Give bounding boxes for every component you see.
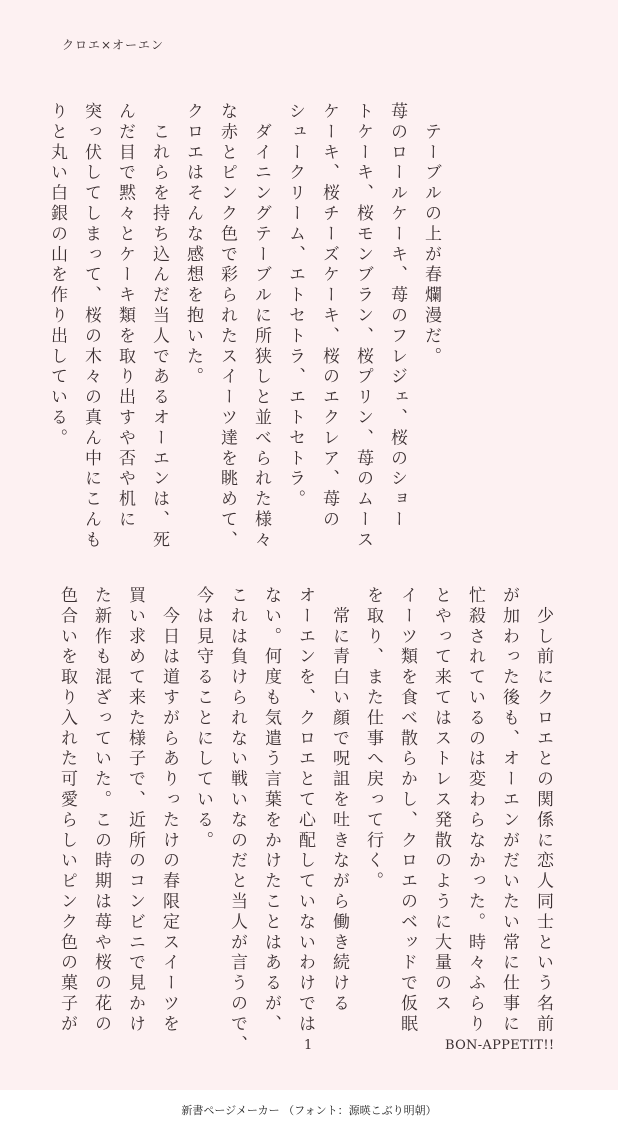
text-line: イーツ類を食べ散らかし、クロエのベッドで仮眠 bbox=[397, 586, 417, 1035]
text-line: これは負けられない戦いなのだと当人が言うので、 bbox=[227, 586, 247, 1056]
text-line: シュークリーム、エトセトラ、エトセトラ。 bbox=[285, 102, 305, 510]
text-line: ない。何度も気遣う言葉をかけたことはあるが、 bbox=[261, 586, 281, 1035]
text-line: 常に青白い顔で呪詛を吐きながら働き続ける bbox=[329, 586, 349, 1015]
page-number: 1 bbox=[304, 1038, 313, 1053]
text-line: とやって来てはストレス発散のように大量のス bbox=[431, 586, 451, 1015]
text-line: 突っ伏してしまって、桜の木々の真ん中にこんも bbox=[81, 102, 101, 551]
text-line: んだ目で黙々とケーキ類を取り出すや否や机に bbox=[115, 102, 135, 531]
text-line: た新作も混ざっていた。この時期は苺や桜の花の bbox=[91, 586, 111, 1035]
text-line: 少し前にクロエとの関係に恋人同士という名前 bbox=[533, 586, 553, 1035]
text-line: クロエはそんな感想を抱いた。 bbox=[183, 102, 203, 388]
text-line: な赤とピンク色で彩られたスイーツ達を眺めて、 bbox=[217, 102, 237, 551]
text-line: オーエンを、クロエとて心配していないわけでは bbox=[295, 586, 315, 1035]
text-line: 苺のロールケーキ、苺のフレジェ、桜のショー bbox=[387, 102, 407, 531]
text-line: テーブルの上が春爛漫だ。 bbox=[421, 102, 441, 368]
text-line: 忙殺されているのは変わらなかった。時々ふらり bbox=[465, 586, 485, 1035]
text-line: が加わった後も、オーエンがだいたい常に仕事に bbox=[499, 586, 519, 1035]
text-line: りと丸い白銀の山を作り出している。 bbox=[47, 102, 67, 449]
text-line: を取り、また仕事へ戻って行く。 bbox=[363, 586, 383, 892]
text-line: ダイニングテーブルに所狭しと並べられた様々 bbox=[251, 102, 271, 551]
text-line: 買い求めて来た様子で、近所のコンビニで見かけ bbox=[125, 586, 145, 1035]
text-line: トケーキ、桜モンブラン、桜プリン、苺のムース bbox=[353, 102, 373, 551]
text-line: これらを持ち込んだ当人であるオーエンは、死 bbox=[149, 102, 169, 551]
text-line: 今日は道すがらありったけの春限定スイーツを bbox=[159, 586, 179, 1035]
page-header-title: クロエ×オーエン bbox=[62, 38, 165, 52]
text-line: ケーキ、桜チーズケーキ、桜のエクレア、苺の bbox=[319, 102, 339, 531]
text-block-top bbox=[40, 102, 448, 551]
text-line: 色合いを取り入れた可愛らしいピンク色の菓子が bbox=[57, 586, 77, 1035]
running-book-title: BON-APPETIT!! bbox=[445, 1038, 555, 1053]
footer-credit: 新書ページメーカー （フォント：源暎こぶり明朝） bbox=[0, 1090, 618, 1132]
text-line: 今は見守ることにしている。 bbox=[193, 586, 213, 852]
